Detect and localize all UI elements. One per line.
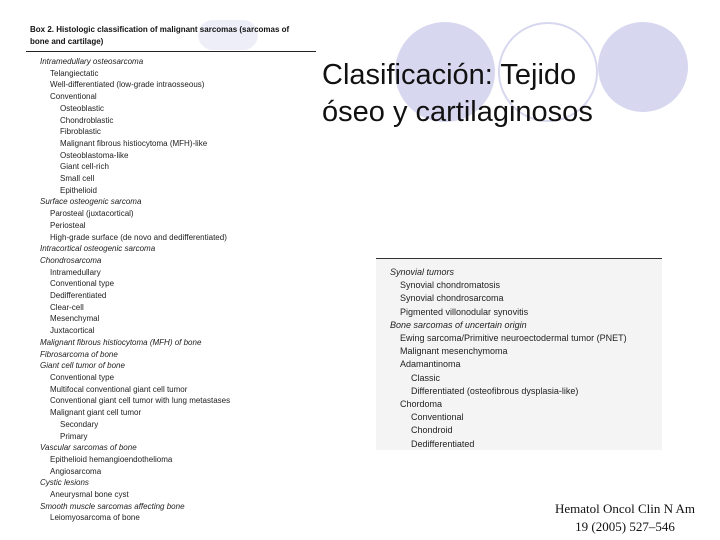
list-item: Synovial chondrosarcoma (400, 293, 504, 304)
list-item: Epithelioid (60, 185, 97, 195)
list-item: Dedifferentiated (411, 438, 475, 449)
list-item: Juxtacortical (50, 326, 95, 336)
list-item: Intramedullary (50, 267, 101, 277)
list-item: Differentiated (osteofibrous dysplasia-like) (411, 385, 579, 396)
list-item: Pigmented villonodular synovitis (400, 306, 529, 317)
list-item: Giant cell-rich (60, 162, 109, 172)
list-item: Dedifferentiated (50, 291, 107, 301)
list-item: Angiosarcoma (50, 466, 102, 476)
slide-title-line-1: Clasificación: Tejido (322, 59, 577, 91)
list-item: Periosteal (50, 220, 86, 230)
list-item: Ewing sarcoma/Primitive neuroectodermal tumor (PNET) (400, 333, 627, 344)
list-heading: Smooth muscle sarcomas affecting bone (40, 501, 185, 511)
list-heading: Intracortical osteogenic sarcoma (40, 244, 156, 254)
list-heading: Bone sarcomas of uncertain origin (390, 319, 527, 330)
list-heading: Fibrosarcoma of bone (40, 349, 118, 359)
list-item: High-grade surface (de novo and dedifferentiated) (50, 232, 227, 242)
slide-title (322, 57, 682, 131)
list-item: Secondary (60, 419, 99, 429)
histologic-classification-box (26, 24, 326, 524)
list-item: Multifocal conventional giant cell tumor (50, 384, 188, 394)
list-item: Classic (411, 372, 441, 383)
list-item: Adamantinoma (400, 359, 461, 370)
list-item: Parosteal (juxtacortical) (50, 209, 134, 219)
citation-journal: Hematol Oncol Clin N Am (554, 501, 696, 516)
list-item: Conventional giant cell tumor with lung metastases (50, 396, 231, 406)
list-heading: Malignant fibrous histiocytoma (MFH) of bone (40, 337, 202, 347)
list-item: Conventional (411, 412, 464, 423)
list-item: Osteoblastic (60, 103, 105, 113)
list-item: Conventional type (50, 279, 115, 289)
list-item: Small cell (60, 174, 95, 184)
list-item: Malignant giant cell tumor (50, 408, 142, 418)
list-heading: Vascular sarcomas of bone (40, 443, 137, 453)
list-item: Well-differentiated (low-grade intraosseous) (50, 80, 205, 90)
list-heading: Synovial tumors (390, 267, 455, 277)
list-item: Osteoblastoma-like (60, 150, 129, 160)
list-heading: Chondrosarcoma (40, 255, 102, 265)
box-title: Box 2. Histologic classification of malignant sarcomas (sarcomas of bone and cartilage) (30, 25, 290, 46)
list-heading: Surface osteogenic sarcoma (40, 197, 142, 207)
list-item: Conventional type (50, 372, 115, 382)
list-item: Synovial chondromatosis (400, 280, 501, 291)
list-item: Aneurysmal bone cyst (50, 490, 129, 500)
citation (540, 500, 710, 536)
list-item: Conventional (50, 92, 97, 102)
list-item: Mesenchymal (50, 314, 100, 324)
slide-title-line-2: óseo y cartilaginosos (322, 96, 593, 128)
list-item: Malignant mesenchymoma (400, 346, 508, 357)
citation-volume-pages: 19 (2005) 527–546 (575, 519, 675, 534)
list-heading: Intramedullary osteosarcoma (40, 57, 144, 66)
list-heading: Cystic lesions (40, 478, 89, 488)
box-rule (26, 51, 316, 52)
list-item: Chondroblastic (60, 115, 114, 125)
list-item: Chondroid (411, 425, 453, 436)
additional-classification-box (376, 258, 662, 450)
classification-list-continued (376, 266, 627, 451)
list-item: Malignant fibrous histiocytoma (MFH)-like (60, 138, 208, 148)
classification-list (26, 56, 326, 524)
list-item: Telangiectatic (50, 68, 99, 78)
list-item: Primary (60, 431, 88, 441)
box-rule (376, 258, 662, 259)
list-item: Clear-cell (50, 302, 84, 312)
list-item: Epithelioid hemangioendothelioma (50, 454, 173, 464)
list-item: Leiomyosarcoma of bone (50, 513, 140, 523)
list-item: Fibroblastic (60, 127, 101, 137)
list-item: Chordoma (400, 399, 443, 410)
list-heading: Giant cell tumor of bone (40, 361, 125, 371)
